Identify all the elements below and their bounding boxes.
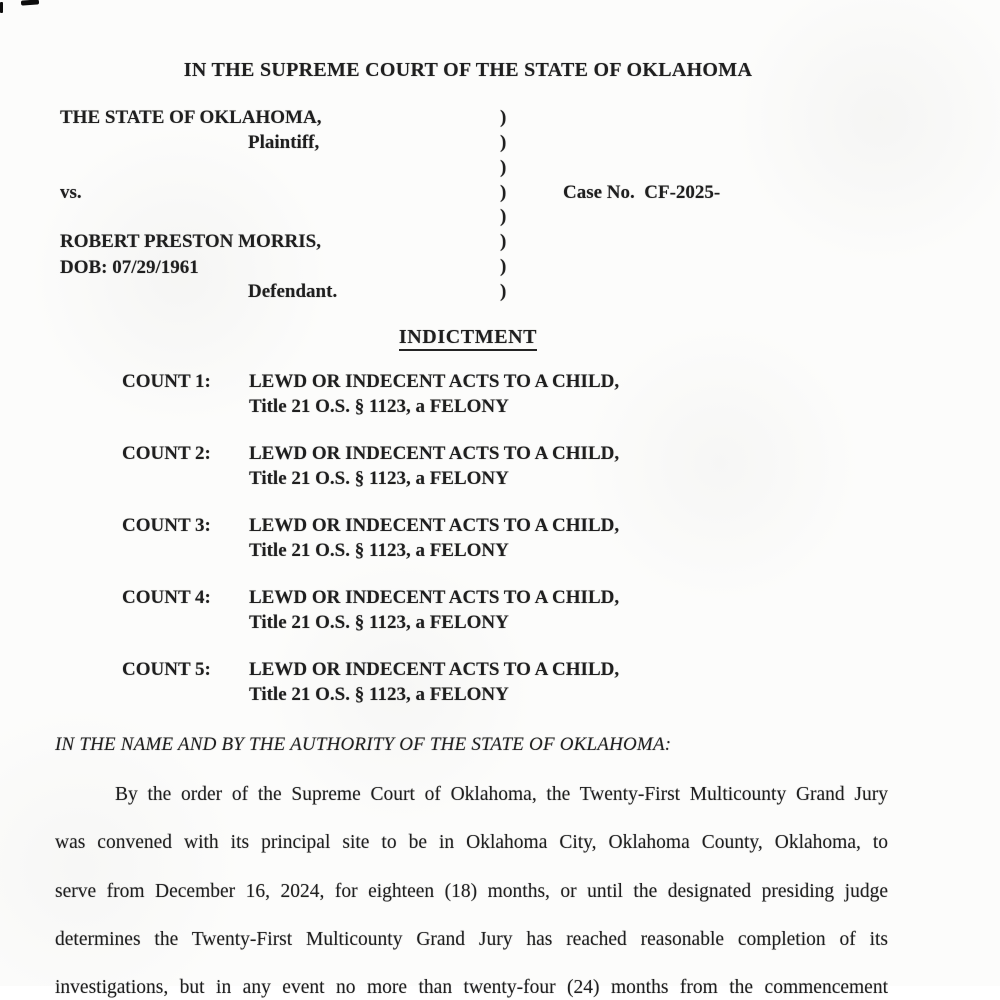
count-statute: Title 21 O.S. § 1123, a FELONY (249, 612, 509, 633)
plaintiff-role: Plaintiff, (248, 132, 320, 153)
count-description (249, 513, 619, 563)
paren-glyph: ) (500, 281, 507, 303)
indictment-heading-text: INDICTMENT (399, 326, 537, 351)
count-statute: Title 21 O.S. § 1123, a FELONY (249, 540, 509, 561)
body-line: determines the Twenty-First Multicounty Grand Jury has reached reasonable completion of its (55, 929, 888, 950)
count-charge: LEWD OR INDECENT ACTS TO A CHILD, (249, 659, 620, 680)
count-item (0, 369, 936, 429)
count-label: COUNT 5: (122, 659, 211, 680)
defendant-name: ROBERT PRESTON MORRIS, (60, 231, 321, 252)
body-line: serve from December 16, 2024, for eighteen (18) months, or until the designated presiding judge (55, 881, 888, 902)
paren-glyph: ) (500, 206, 507, 228)
count-charge: LEWD OR INDECENT ACTS TO A CHILD, (249, 371, 620, 392)
count-item (0, 585, 936, 645)
caption-paren-divider (500, 106, 506, 305)
scan-artifact-mark-left (0, 2, 3, 13)
paren-glyph: ) (500, 131, 507, 153)
count-item (0, 657, 936, 717)
count-item (0, 513, 936, 573)
paren-glyph: ) (500, 256, 507, 278)
count-description (249, 657, 619, 707)
count-label: COUNT 3: (122, 515, 211, 536)
body-line: investigations, but in any event no more than twenty-four (24) months from the commencement (55, 977, 888, 998)
count-label: COUNT 4: (122, 587, 211, 608)
count-charge: LEWD OR INDECENT ACTS TO A CHILD, (249, 587, 620, 608)
authority-line: IN THE NAME AND BY THE AUTHORITY OF THE STATE OF OKLAHOMA: (55, 734, 672, 755)
count-description (249, 369, 619, 419)
scan-artifact-mark-top (21, 0, 39, 6)
defendant-role: Defendant. (248, 281, 338, 302)
paren-glyph: ) (500, 156, 507, 178)
indictment-heading (0, 325, 936, 350)
count-charge: LEWD OR INDECENT ACTS TO A CHILD, (249, 443, 620, 464)
versus-label: vs. (60, 182, 82, 203)
paren-glyph: ) (500, 231, 507, 253)
court-title: IN THE SUPREME COURT OF THE STATE OF OKLAHOMA (183, 59, 753, 81)
count-description (249, 441, 619, 491)
body-line: By the order of the Supreme Court of Oklahoma, the Twenty-First Multicounty Grand Jury (115, 784, 888, 805)
plaintiff-name: THE STATE OF OKLAHOMA, (60, 107, 322, 128)
defendant-dob: DOB: 07/29/1961 (60, 257, 199, 278)
paren-glyph: ) (500, 107, 507, 128)
count-description (249, 585, 619, 635)
count-charge: LEWD OR INDECENT ACTS TO A CHILD, (249, 515, 620, 536)
count-statute: Title 21 O.S. § 1123, a FELONY (249, 684, 509, 705)
count-item (0, 441, 936, 501)
case-number: Case No. CF-2025- (563, 182, 721, 203)
count-statute: Title 21 O.S. § 1123, a FELONY (249, 396, 509, 417)
body-line: was convened with its principal site to be in Oklahoma City, Oklahoma County, Oklahoma, to (55, 832, 888, 853)
paren-glyph: ) (500, 181, 507, 203)
count-label: COUNT 1: (122, 371, 211, 392)
count-statute: Title 21 O.S. § 1123, a FELONY (249, 468, 509, 489)
count-label: COUNT 2: (122, 443, 211, 464)
